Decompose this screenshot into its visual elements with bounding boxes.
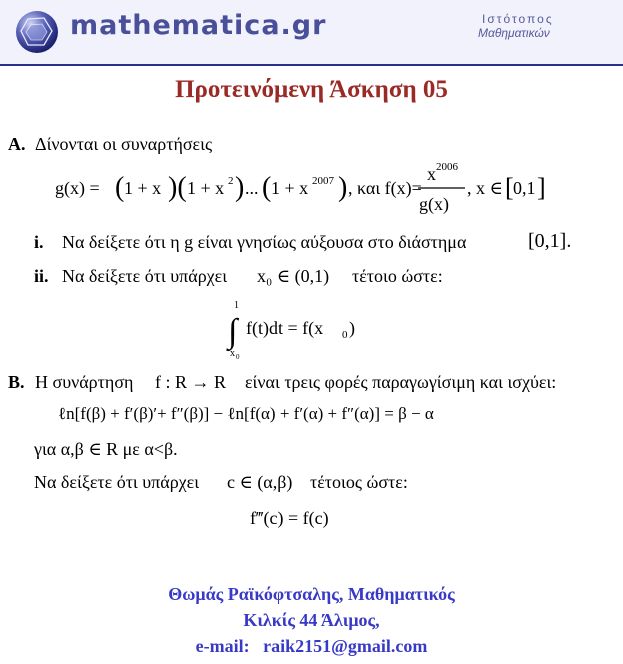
page-title: Προτεινόμενη Άσκηση 05 [175, 76, 448, 103]
svg-text:): ) [235, 172, 245, 203]
svg-text:): ) [349, 318, 355, 338]
item-i-interval: [0,1]. [528, 230, 572, 252]
item-ii-text-1: Να δείξετε ότι υπάρχει [62, 266, 228, 286]
part-b-text-3: Να δείξετε ότι υπάρχει [34, 472, 200, 492]
part-b-final-formula: f‴(c) = f(c) [250, 508, 329, 528]
part-b-text-4: τέτοιος ώστε: [310, 472, 408, 492]
part-a-intro: Δίνονται οι συναρτήσεις [35, 134, 213, 154]
svg-text:, x ∈: , x ∈ [467, 178, 503, 198]
svg-text:1 + x: 1 + x [271, 178, 309, 198]
footer-email-line [0, 636, 623, 657]
svg-text:(: ( [262, 172, 272, 203]
svg-text:x: x [230, 348, 235, 359]
svg-text:1: 1 [234, 300, 239, 311]
integral-formula [226, 298, 386, 362]
footer-email-link[interactable]: raik2151@gmail.com [263, 636, 428, 656]
svg-text:1 + x: 1 + x [187, 178, 225, 198]
svg-text:0: 0 [236, 353, 240, 361]
svg-text:2: 2 [228, 175, 234, 187]
svg-text:, και f(x)=: , και f(x)= [348, 178, 422, 198]
part-b-text-1: Η συνάρτηση [35, 372, 134, 392]
item-i-marker: i. [34, 232, 44, 252]
part-b-line-2: για α,β ∈ R με α<β. [34, 439, 178, 459]
header-tagline-1: Ιστότοπος [482, 12, 554, 26]
item-ii-marker: ii. [34, 266, 49, 286]
svg-text:0,1: 0,1 [513, 178, 536, 198]
svg-text:∫: ∫ [228, 313, 238, 350]
svg-text:2007: 2007 [312, 175, 334, 187]
svg-text:1 + x: 1 + x [124, 178, 162, 198]
svg-text:g(x): g(x) [419, 194, 449, 214]
svg-text:): ) [338, 172, 348, 203]
part-b-math-3: c ∈ (α,β) [227, 472, 293, 492]
footer-email-label: e-mail: [195, 636, 250, 656]
part-a-marker: A. [8, 134, 26, 154]
footer-author: Θωμάς Ραϊκόφτσαλης, Μαθηματικός [168, 584, 455, 604]
item-ii-math: x₀ ∈ (0,1) [257, 266, 330, 286]
footer-address: Κιλκίς 44 Άλιμος, [243, 610, 380, 630]
svg-text:0: 0 [342, 329, 348, 341]
svg-text:f(t)dt = f(x: f(t)dt = f(x [246, 318, 324, 338]
svg-text:)(: )( [168, 172, 187, 203]
part-b-marker: B. [8, 372, 25, 392]
svg-text:[: [ [505, 173, 514, 202]
logo-sphere-icon[interactable] [14, 9, 60, 55]
part-a-formula [55, 158, 555, 220]
svg-text:2006: 2006 [436, 161, 458, 173]
header-tagline-2: Μαθηματικών [478, 26, 550, 40]
part-b-text-2: είναι τρεις φορές παραγωγίσιμη και ισχύει: [245, 372, 557, 392]
item-i-text: Να δείξετε ότι η g είναι γνησίως αύξουσα στο διάστημα [62, 232, 467, 252]
item-ii-text-2: τέτοιο ώστε: [352, 266, 443, 286]
svg-text:g(x) =: g(x) = [55, 178, 100, 198]
site-logo-text[interactable]: mathematica.gr [70, 10, 327, 41]
svg-text:(: ( [115, 172, 125, 203]
svg-text:...: ... [245, 178, 259, 198]
part-b-formula: ℓn[f(β) + f′(β)′+ f″(β)] − ℓn[f(α) + f′(α) + f″(α)] = β − α [58, 404, 434, 423]
svg-text:]: ] [537, 173, 546, 202]
svg-text:x: x [427, 164, 436, 184]
part-b-math-1: f : R → R [155, 372, 227, 392]
header-divider [0, 64, 623, 66]
